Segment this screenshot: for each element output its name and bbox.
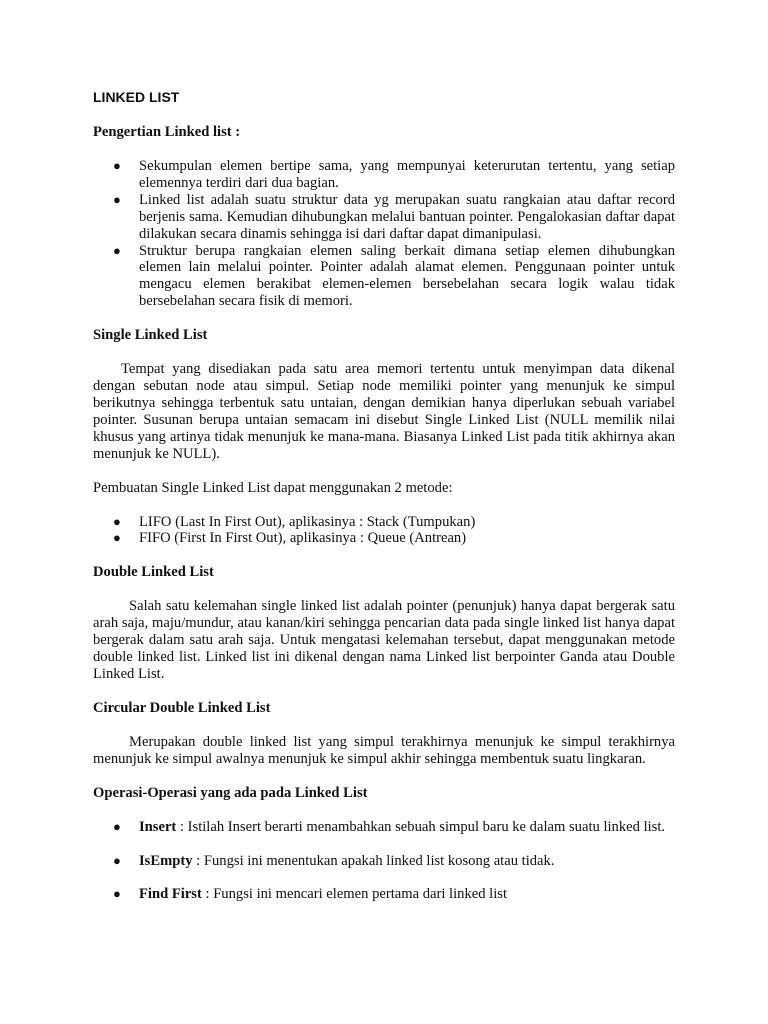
double-linked-list-paragraph: Salah satu kelemahan single linked list adalah pointer (penunjuk) hanya dapat bergerak satu arah saja, maju/mundur, atau kanan/kiri sehingga pencarian data pada single linked list hanya dapat bergerak dalam satu arah saja. Untuk mengatasi kelemahan tersebut, dapat menggunakan metode double linked list. Linked list ini dikenal dengan nama Linked list berpointer Ganda atau Double Linked List.: [93, 598, 675, 682]
list-item-text: LIFO (Last In First Out), aplikasinya : Stack (Tumpukan): [139, 513, 476, 530]
bullet-icon: ●: [113, 886, 121, 902]
page-title: LINKED LIST: [93, 89, 180, 105]
double-linked-list-heading: Double Linked List: [93, 564, 214, 581]
operation-term: Insert: [139, 818, 177, 835]
document-page: [93, 80, 675, 903]
operation-desc: : Fungsi ini menentukan apakah linked list kosong atau tidak.: [192, 852, 555, 869]
bullet-icon: ●: [113, 242, 121, 258]
list-item: [93, 243, 675, 311]
bullet-icon: ●: [113, 513, 121, 529]
list-item: [93, 886, 675, 903]
list-item: [93, 530, 675, 547]
list-item-text: Linked list adalah suatu struktur data yg merupakan suatu rangkaian atau daftar record berjenis sama. Kemudian dihubungkan melalui bantuan pointer. Pengalokasian daftar dapat dilakukan secara dinamis sehingga isi dari daftar dapat dimanipulasi.: [139, 191, 675, 242]
bullet-icon: ●: [113, 818, 121, 834]
bullet-icon: ●: [113, 191, 121, 207]
list-item-text: FIFO (First In First Out), aplikasinya : Queue (Antrean): [139, 530, 467, 547]
list-item: [93, 158, 675, 192]
list-item: [93, 514, 675, 531]
bullet-icon: ●: [113, 852, 121, 868]
operation-desc: : Istilah Insert berarti menambahkan sebuah simpul baru ke dalam suatu linked list.: [176, 818, 666, 835]
operasi-list: [93, 819, 675, 904]
operation-term: Find First: [139, 886, 202, 903]
methods-intro: Pembuatan Single Linked List dapat menggunakan 2 metode:: [93, 479, 453, 496]
pengertian-list: [93, 158, 675, 310]
list-item-text: Sekumpulan elemen bertipe sama, yang mempunyai keterurutan tertentu, yang setiap elemennya terdiri dari dua bagian.: [139, 158, 675, 191]
operation-desc: : Fungsi ini mencari elemen pertama dari linked list: [201, 886, 508, 903]
operasi-heading: Operasi-Operasi yang ada pada Linked List: [93, 784, 368, 801]
bullet-icon: ●: [113, 530, 121, 546]
pengertian-heading: Pengertian Linked list :: [93, 124, 241, 140]
list-item: [93, 853, 675, 870]
list-item-text: Struktur berupa rangkaian elemen saling berkait dimana setiap elemen dihubungkan elemen lain melalui pointer. Pointer adalah alamat elemen. Penggunaan pointer untuk mengacu elemen berakibat elemen-elemen bersebelahan secara logik walau tidak bersebelahan secara fisik di memori.: [139, 242, 675, 310]
operation-term: IsEmpty: [139, 852, 193, 869]
single-linked-list-paragraph: Tempat yang disediakan pada satu area memori tertentu untuk menyimpan data dikenal dengan sebutan node atau simpul. Setiap node memiliki pointer yang menunjuk ke simpul berikutnya sehingga terbentuk satu untaian, dengan demikian hanya diperlukan sebuah variabel pointer. Susunan berupa untaian semacam ini disebut Single Linked List (NULL memilik nilai khusus yang artinya tidak menunjuk ke mana-mana. Biasanya Linked List pada titik akhirnya akan menunjuk ke NULL).: [93, 361, 675, 462]
bullet-icon: ●: [113, 158, 121, 173]
circular-heading: Circular Double Linked List: [93, 699, 271, 716]
methods-list: [93, 514, 675, 548]
single-linked-list-heading: Single Linked List: [93, 327, 208, 344]
list-item: [93, 819, 675, 836]
circular-paragraph: Merupakan double linked list yang simpul terakhirnya menunjuk ke simpul terakhirnya menunjuk ke simpul awalnya menunjuk ke simpul akhir sehingga membentuk suatu lingkaran.: [93, 733, 675, 767]
list-item: [93, 192, 675, 243]
